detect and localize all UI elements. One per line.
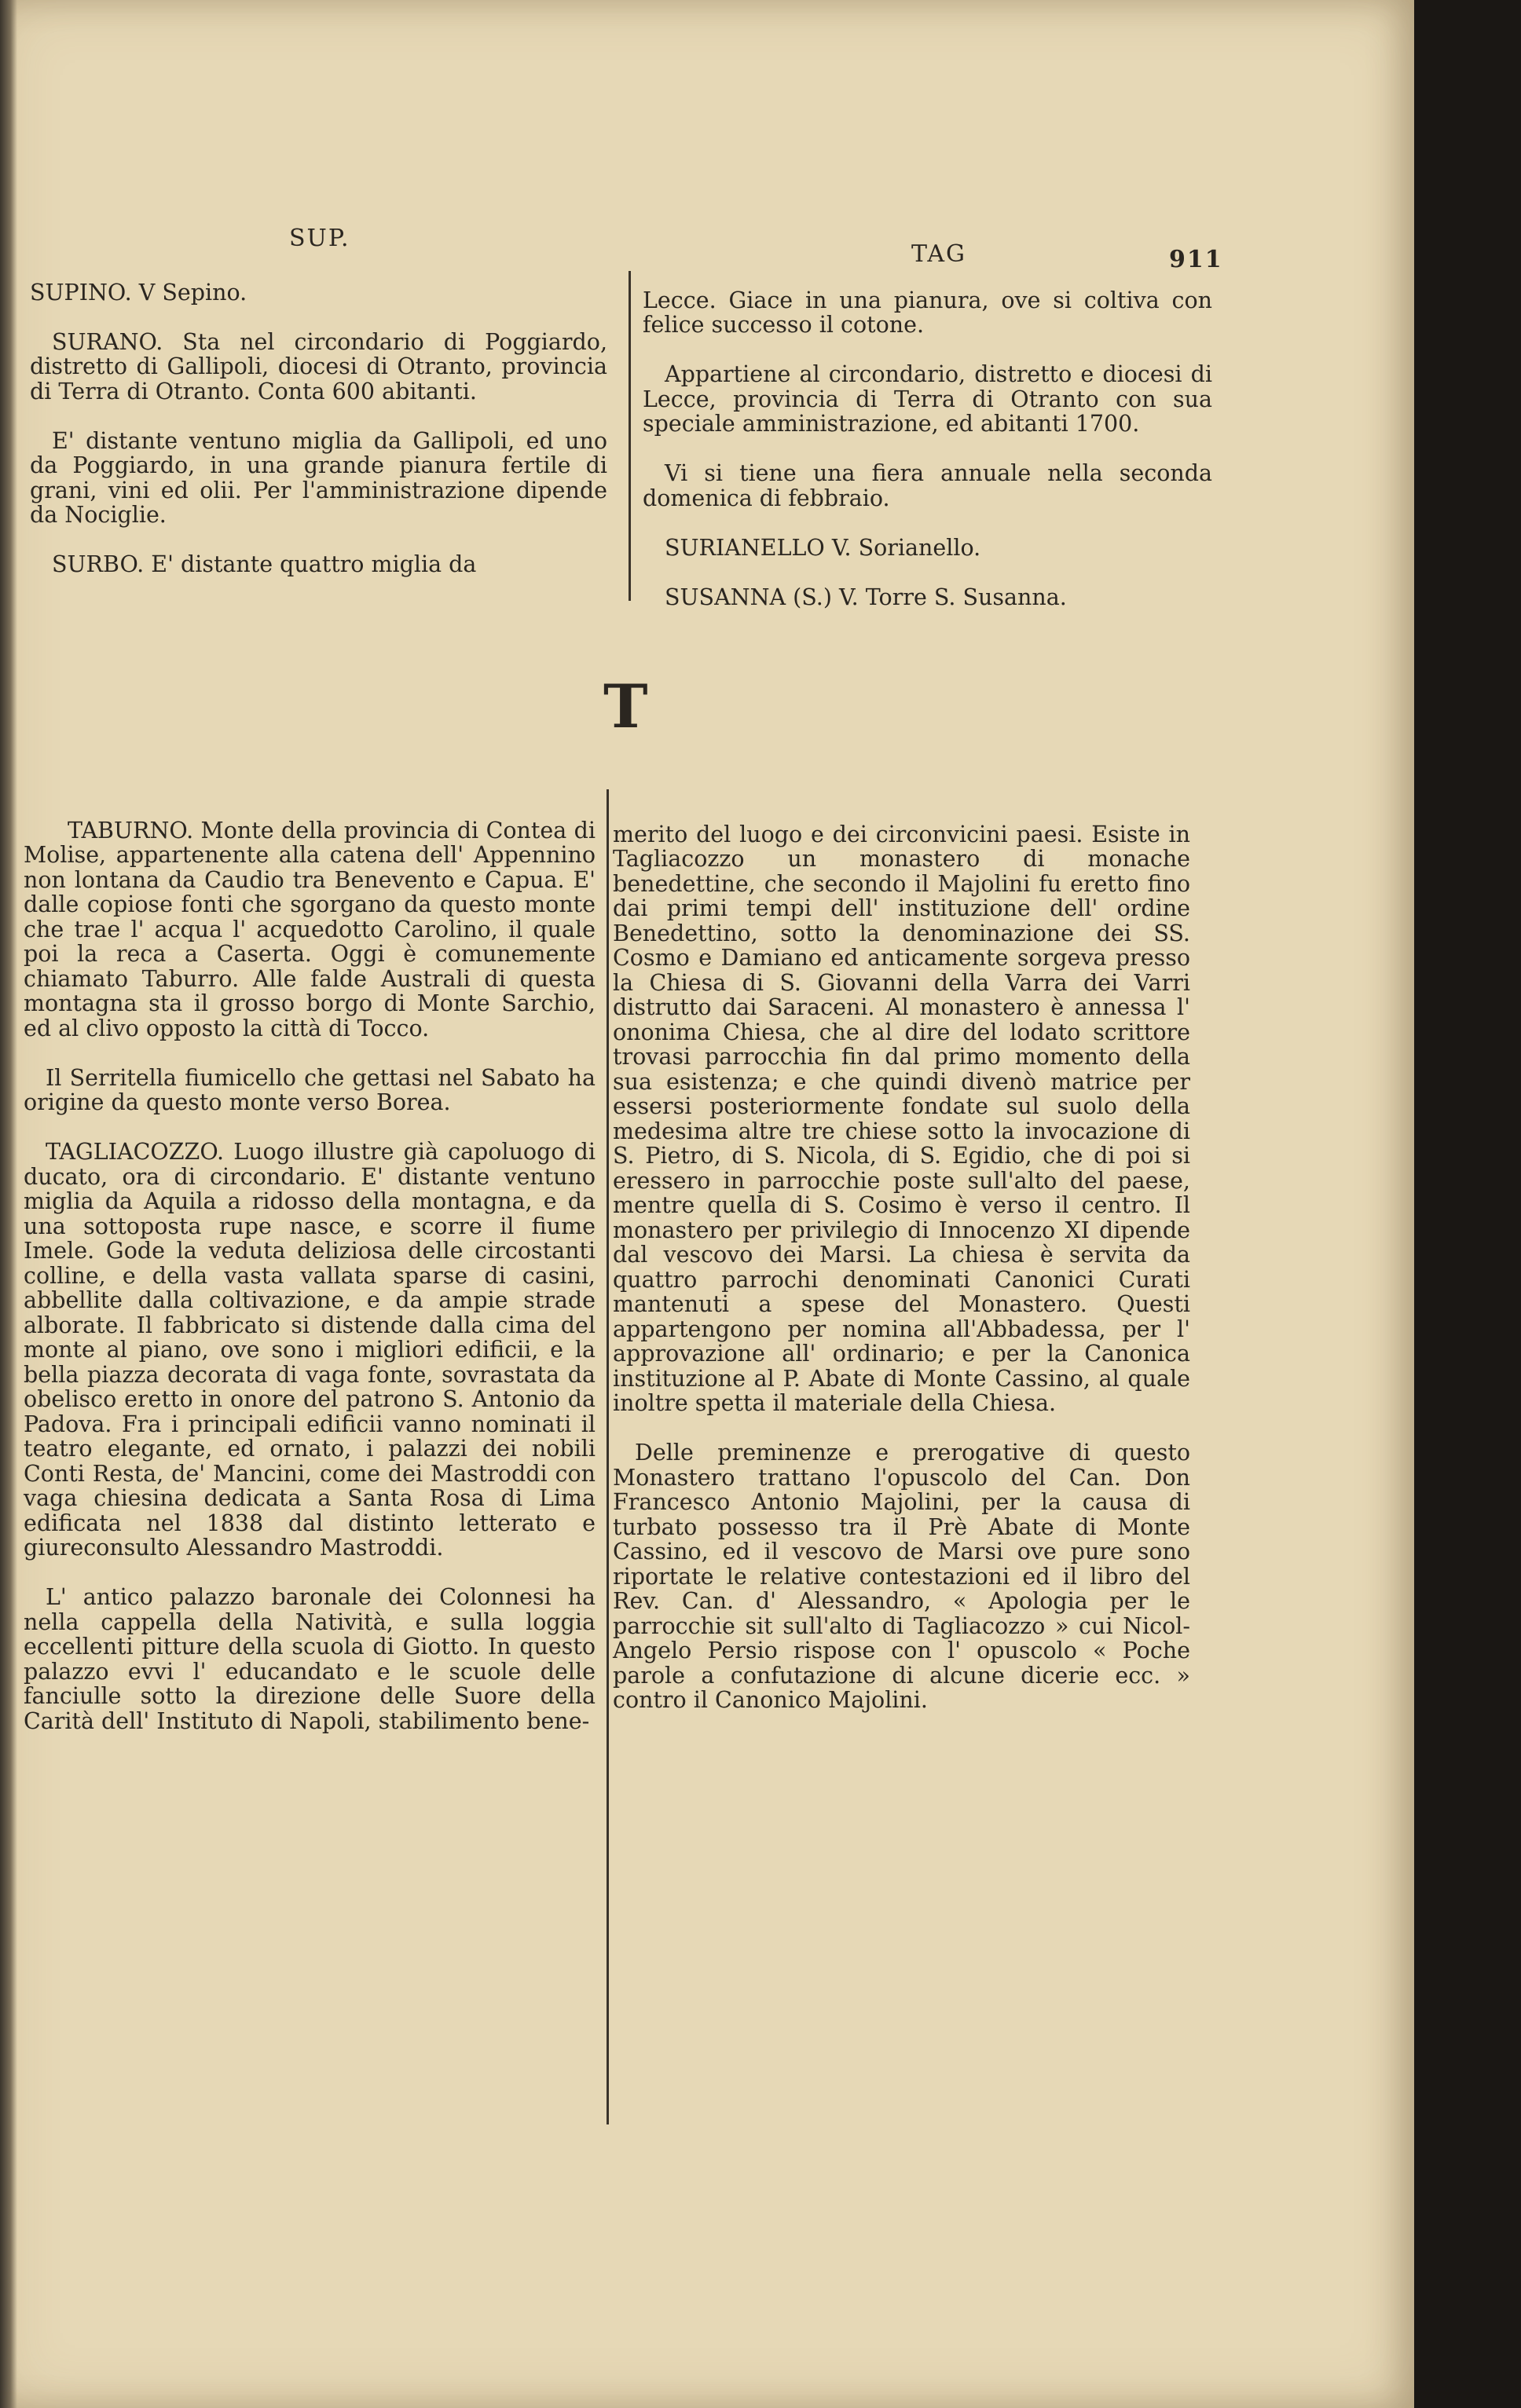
top-right-column <box>643 263 1212 635</box>
entry-paragraph: merito del luogo e dei circonvicini paesi. Esiste in Tagliacozzo un monastero di monache benedettine, che secondo il Majolini fu eretto fino dai primi tempi dell' instituzione dell' ordine Benedettino, sotto la denominazione dei SS. Cosmo e Damiano ed anticamente sorgeva presso la Chiesa di S. Giovanni della Varra dei Varri distrutto dai Saraceni. Al monastero è annessa l' ononima Chiesa, che al dire del lodato scrittore trovasi parrocchia fin dal primo momento della sua esistenza; e che quindi divenò matrice per essersi posteriormente fondate sul suolo della medesima altre tre chiese sotto la invocazione di S. Pietro, di S. Nicola, di S. Egidio, che di poi si eressero in parrocchie poste sull'alto del paese, mentre quella di S. Cosimo è verso il centro. Il monastero per privilegio di Innocenzo XI dipende dal vescovo dei Marsi. La chiesa è servita da quattro parrochi denominati Canonici Curati mantenuti a spese del Monastero. Questi appartengono per nomina all'Abbadessa, per l' approvazione all' ordinario; e per la Canonica instituzione al P. Abate di Monte Cassino, al quale inoltre spetta il materiale della Chiesa. <box>613 821 1190 1416</box>
running-header-left: SUP. <box>289 225 350 252</box>
column-divider-top <box>629 271 631 601</box>
entry-paragraph: SURANO. Sta nel circondario di Poggiardo, distretto di Gallipoli, diocesi di Otranto, provincia di Terra di Otranto. Conta 600 abitanti. <box>30 328 607 404</box>
bottom-right-column <box>613 797 1190 1737</box>
entry-paragraph: E' distante ventuno miglia da Gallipoli, ed uno da Poggiardo, in una grande pianura fertile di grani, vini ed olii. Per l'amministrazione dipende da Nociglie. <box>30 427 607 528</box>
entry-paragraph: Il Serritella fiumicello che gettasi nel Sabato ha origine da questo monte verso Borea. <box>24 1064 596 1115</box>
column-divider-bottom <box>607 789 609 2124</box>
entry-paragraph: TABURNO. Monte della provincia di Contea di Molise, appartenente alla catena dell' Appennino non lontana da Caudio tra Benevento e Capua. E' dalle copiose fonti che sgorgano da questo monte che trae l' acqua l' acquedotto Carolino, il quale poi la reca a Caserta. Oggi è comunemente chiamato Taburro. Alle falde Australi di questa montagna sta il grosso borgo di Monte Sarchio, ed al clivo opposto la città di Tocco. <box>24 817 596 1041</box>
section-letter: T <box>603 672 648 741</box>
entry-paragraph: Delle preminenze e prerogative di questo Monastero trattano l'opuscolo del Can. Don Francesco Antonio Majolini, per la causa di turbato possesso tra il Prè Abate di Monte Cassino, ed il vescovo de Marsi ove pure sono riportate le relative contestazioni ed il libro del Rev. Can. d' Alessandro, « Apologia per le parrocchie sit sull'alto di Tagliacozzo » cui Nicol-Angelo Persio rispose con l' opuscolo « Poche parole a confutazione di alcune dicerie ecc. » contro il Canonico Majolini. <box>613 1440 1190 1713</box>
entry-paragraph: Appartiene al circondario, distretto e diocesi di Lecce, provincia di Terra di Otranto con sua speciale amministrazione, ed abitanti 1700. <box>643 361 1212 437</box>
running-header-right: TAG <box>911 240 966 268</box>
entry-paragraph: SURBO. E' distante quattro miglia da <box>52 551 477 577</box>
entry-paragraph: Vi si tiene una fiera annuale nella seconda domenica di febbraio. <box>643 460 1212 511</box>
entry-paragraph: SUPINO. V Sepino. <box>30 279 247 306</box>
entry-paragraph: TAGLIACOZZO. Luogo illustre già capoluogo di ducato, ora di circondario. E' distante ventuno miglia da Aquila a ridosso della montagna, e da una sottoposta rupe nasce, e scorre il fiume Imele. Gode la veduta deliziosa delle circostanti colline, e della vasta vallata sparse di casini, abbellite dalla coltivazione, e da ampie strade alborate. Il fabbricato si distende dalla cima del monte al piano, ove sono i migliori edificii, e la bella piazza decorata di vaga fonte, sovrastata da obelisco eretto in onore del patrono S. Antonio da Padova. Fra i principali edificii vanno nominati il teatro elegante, ed ornato, i palazzi dei nobili Conti Resta, de' Mancini, come dei Mastroddi con vaga chiesina dedicata a Santa Rosa di Lima edificata nel 1838 dal distinto letterato e giureconsulto Alessandro Mastroddi. <box>24 1139 596 1561</box>
entry-paragraph: SUSANNA (S.) V. Torre S. Susanna. <box>665 584 1067 610</box>
top-left-column <box>30 255 607 602</box>
page-number: 911 <box>1169 246 1223 273</box>
entry-paragraph: Lecce. Giace in una pianura, ove si coltiva con felice successo il cotone. <box>643 287 1212 338</box>
entry-paragraph: SURIANELLO V. Sorianello. <box>665 534 981 561</box>
entry-paragraph: L' antico palazzo baronale dei Colonnesi ha nella cappella della Natività, e sulla loggia eccellenti pitture della scuola di Giotto. In questo palazzo evvi l' educandato e le scuole delle fanciulle sotto la direzione delle Suore della Carità dell' Instituto di Napoli, stabilimento bene- <box>24 1584 596 1734</box>
page-gutter <box>0 0 17 2408</box>
bottom-left-column <box>24 793 596 1758</box>
